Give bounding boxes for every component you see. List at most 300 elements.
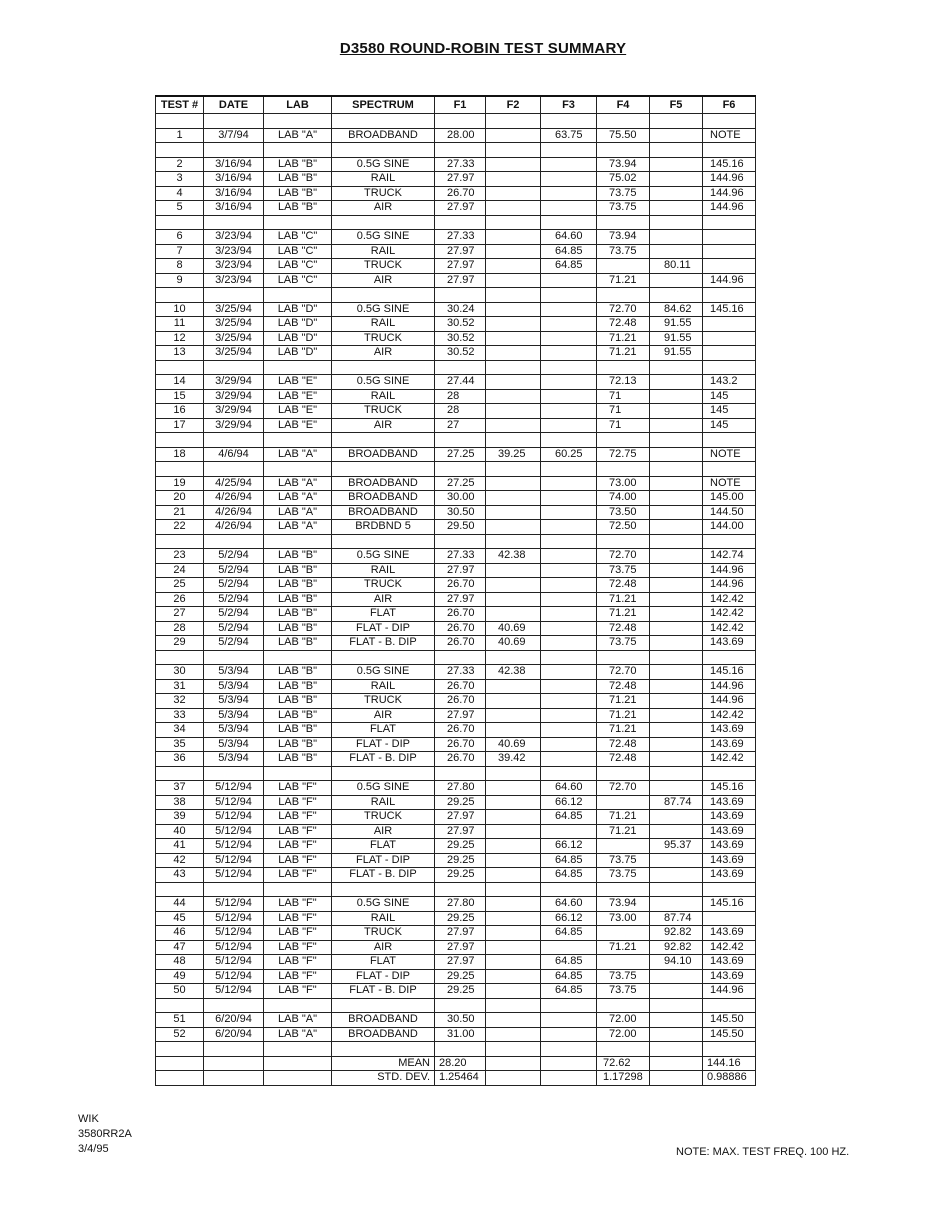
table-cell-spectrum: RAIL (332, 563, 435, 578)
table-cell-f2 (486, 201, 541, 216)
table-row (156, 636, 756, 651)
table-cell-lab: LAB "F" (264, 839, 332, 854)
table-cell-spectrum: FLAT - B. DIP (332, 984, 435, 999)
stat-label: STD. DEV. (332, 1071, 435, 1086)
table-cell-lab: LAB "B" (264, 201, 332, 216)
empty-cell (204, 114, 264, 129)
table-cell-date: 4/6/94 (204, 447, 264, 462)
empty-cell (264, 766, 332, 781)
table-cell-date: 5/12/94 (204, 897, 264, 912)
table-cell-date: 4/26/94 (204, 505, 264, 520)
table-cell-test: 19 (156, 476, 204, 491)
table-cell-f3 (541, 418, 597, 433)
table-row (156, 346, 756, 361)
table-cell-f6: 142.42 (703, 708, 756, 723)
table-cell-test: 50 (156, 984, 204, 999)
table-cell-test: 40 (156, 824, 204, 839)
table-cell-spectrum: AIR (332, 201, 435, 216)
empty-cell (486, 998, 541, 1013)
table-cell-f3: 66.12 (541, 839, 597, 854)
table-cell-f1: 30.24 (435, 302, 486, 317)
table-cell-f3: 64.60 (541, 781, 597, 796)
table-row (156, 404, 756, 419)
empty-cell (486, 1042, 541, 1057)
table-cell-f5 (650, 447, 703, 462)
empty-cell (264, 882, 332, 897)
table-row (156, 520, 756, 535)
table-cell-f6: 144.96 (703, 984, 756, 999)
table-cell-f2 (486, 781, 541, 796)
table-cell-f1: 27.44 (435, 375, 486, 390)
empty-cell (156, 650, 204, 665)
spacer-row (156, 143, 756, 158)
column-header-f6: F6 (703, 96, 756, 114)
table-cell-spectrum: 0.5G SINE (332, 665, 435, 680)
table-cell-f6 (703, 244, 756, 259)
table-cell-f1: 31.00 (435, 1027, 486, 1042)
empty-cell (204, 766, 264, 781)
empty-cell (204, 882, 264, 897)
table-cell-f5: 91.55 (650, 317, 703, 332)
table-cell-f2 (486, 520, 541, 535)
table-cell-f4: 73.00 (597, 911, 650, 926)
table-cell-f4: 71.21 (597, 273, 650, 288)
table-cell-lab: LAB "C" (264, 273, 332, 288)
table-cell-test: 31 (156, 679, 204, 694)
empty-cell (332, 534, 435, 549)
table-cell-f4: 71.21 (597, 607, 650, 622)
table-cell-f1: 27.97 (435, 810, 486, 825)
table-cell-date: 5/2/94 (204, 607, 264, 622)
table-cell-spectrum: FLAT (332, 839, 435, 854)
empty-cell (541, 1042, 597, 1057)
spacer-row (156, 114, 756, 129)
table-cell-f4: 73.75 (597, 868, 650, 883)
table-cell-f3 (541, 549, 597, 564)
table-cell-f2: 40.69 (486, 737, 541, 752)
table-cell-f5 (650, 244, 703, 259)
table-cell-f4: 71.21 (597, 810, 650, 825)
table-cell-date: 3/23/94 (204, 273, 264, 288)
empty-cell (435, 462, 486, 477)
table-cell-f4: 71.21 (597, 331, 650, 346)
table-cell-f4: 73.00 (597, 476, 650, 491)
table-cell-f2 (486, 389, 541, 404)
table-row (156, 708, 756, 723)
table-cell-f2: 42.38 (486, 549, 541, 564)
table-cell-f2 (486, 186, 541, 201)
table-cell-f6: 144.96 (703, 694, 756, 709)
table-cell-lab: LAB "D" (264, 317, 332, 332)
column-header-lab: LAB (264, 96, 332, 114)
empty-cell (541, 114, 597, 129)
table-cell-f5 (650, 578, 703, 593)
empty-cell (703, 1042, 756, 1057)
table-cell-f4: 73.94 (597, 897, 650, 912)
empty-cell (541, 1071, 597, 1086)
table-cell-f6: 143.69 (703, 737, 756, 752)
table-cell-f5 (650, 868, 703, 883)
table-cell-lab: LAB "C" (264, 259, 332, 274)
table-cell-spectrum: FLAT (332, 723, 435, 738)
empty-cell (650, 143, 703, 158)
table-cell-test: 52 (156, 1027, 204, 1042)
table-row (156, 955, 756, 970)
table-cell-f3: 64.85 (541, 244, 597, 259)
table-cell-f3 (541, 273, 597, 288)
table-cell-f3 (541, 636, 597, 651)
table-row (156, 810, 756, 825)
empty-cell (332, 215, 435, 230)
table-row (156, 230, 756, 245)
table-cell-test: 51 (156, 1013, 204, 1028)
table-cell-test: 13 (156, 346, 204, 361)
table-cell-test: 7 (156, 244, 204, 259)
table-cell-f3: 64.85 (541, 259, 597, 274)
table-row (156, 839, 756, 854)
table-cell-spectrum: TRUCK (332, 694, 435, 709)
table-cell-f4: 71 (597, 418, 650, 433)
table-cell-f4: 73.75 (597, 636, 650, 651)
table-cell-f4: 73.94 (597, 157, 650, 172)
table-cell-test: 17 (156, 418, 204, 433)
table-cell-date: 5/3/94 (204, 752, 264, 767)
table-cell-f4: 73.75 (597, 853, 650, 868)
empty-cell (650, 1042, 703, 1057)
table-cell-spectrum: TRUCK (332, 186, 435, 201)
empty-cell (204, 1056, 264, 1071)
table-cell-f2: 42.38 (486, 665, 541, 680)
empty-cell (156, 462, 204, 477)
table-cell-f6: 145.50 (703, 1027, 756, 1042)
stat-f4: 1.17298 (597, 1071, 650, 1086)
empty-cell (332, 1042, 435, 1057)
footer-date: 3/4/95 (78, 1143, 109, 1155)
table-cell-date: 4/26/94 (204, 520, 264, 535)
table-cell-f5 (650, 679, 703, 694)
table-cell-test: 36 (156, 752, 204, 767)
table-cell-spectrum: AIR (332, 940, 435, 955)
table-cell-spectrum: AIR (332, 273, 435, 288)
table-cell-f1: 26.70 (435, 636, 486, 651)
table-cell-f5 (650, 824, 703, 839)
table-cell-f5: 91.55 (650, 331, 703, 346)
table-cell-f5: 80.11 (650, 259, 703, 274)
table-cell-lab: LAB "B" (264, 752, 332, 767)
table-cell-f4: 72.70 (597, 781, 650, 796)
empty-cell (332, 114, 435, 129)
table-cell-f1: 26.70 (435, 621, 486, 636)
table-cell-f2 (486, 418, 541, 433)
table-cell-f1: 27.33 (435, 230, 486, 245)
empty-cell (204, 215, 264, 230)
table-cell-f3 (541, 665, 597, 680)
table-cell-f3 (541, 476, 597, 491)
spacer-row (156, 215, 756, 230)
table-cell-lab: LAB "E" (264, 375, 332, 390)
empty-cell (156, 998, 204, 1013)
table-cell-f2: 40.69 (486, 636, 541, 651)
empty-cell (156, 1042, 204, 1057)
table-cell-date: 5/12/94 (204, 969, 264, 984)
table-cell-lab: LAB "F" (264, 940, 332, 955)
page-title: D3580 ROUND-ROBIN TEST SUMMARY (339, 40, 627, 57)
table-cell-date: 5/12/94 (204, 955, 264, 970)
empty-cell (332, 433, 435, 448)
table-cell-lab: LAB "F" (264, 795, 332, 810)
table-cell-f2 (486, 273, 541, 288)
empty-cell (541, 360, 597, 375)
table-cell-f5 (650, 969, 703, 984)
column-header-test: TEST # (156, 96, 204, 114)
empty-cell (703, 360, 756, 375)
table-cell-spectrum: TRUCK (332, 578, 435, 593)
table-cell-date: 3/23/94 (204, 244, 264, 259)
spacer-row (156, 433, 756, 448)
table-cell-f5 (650, 752, 703, 767)
table-cell-f4: 72.00 (597, 1027, 650, 1042)
table-row (156, 752, 756, 767)
table-cell-f5 (650, 549, 703, 564)
table-cell-f1: 27.97 (435, 955, 486, 970)
table-cell-lab: LAB "E" (264, 389, 332, 404)
table-cell-date: 5/12/94 (204, 810, 264, 825)
empty-cell (597, 766, 650, 781)
empty-cell (204, 143, 264, 158)
table-cell-f5 (650, 172, 703, 187)
table-cell-f3 (541, 607, 597, 622)
table-cell-test: 49 (156, 969, 204, 984)
column-header-f4: F4 (597, 96, 650, 114)
table-cell-lab: LAB "A" (264, 476, 332, 491)
table-cell-f4: 71.21 (597, 592, 650, 607)
table-cell-spectrum: RAIL (332, 389, 435, 404)
table-cell-test: 43 (156, 868, 204, 883)
empty-cell (264, 1042, 332, 1057)
table-cell-date: 5/12/94 (204, 926, 264, 941)
table-cell-date: 3/25/94 (204, 346, 264, 361)
table-cell-f5 (650, 607, 703, 622)
table-cell-f3 (541, 491, 597, 506)
empty-cell (332, 882, 435, 897)
table-cell-f6: 144.96 (703, 273, 756, 288)
table-cell-f6: 145.00 (703, 491, 756, 506)
table-cell-test: 44 (156, 897, 204, 912)
empty-cell (703, 766, 756, 781)
table-cell-spectrum: RAIL (332, 172, 435, 187)
stats-row (156, 1056, 756, 1071)
table-cell-f6: 144.96 (703, 679, 756, 694)
table-cell-f4: 72.48 (597, 679, 650, 694)
footer-note: NOTE: MAX. TEST FREQ. 100 HZ. (676, 1146, 850, 1158)
table-cell-f5 (650, 273, 703, 288)
table-cell-spectrum: 0.5G SINE (332, 302, 435, 317)
empty-cell (332, 143, 435, 158)
empty-cell (486, 534, 541, 549)
table-cell-date: 5/12/94 (204, 940, 264, 955)
table-cell-f1: 27.33 (435, 549, 486, 564)
table-cell-test: 23 (156, 549, 204, 564)
table-cell-date: 5/12/94 (204, 839, 264, 854)
empty-cell (204, 1071, 264, 1086)
table-cell-spectrum: FLAT - B. DIP (332, 636, 435, 651)
table-cell-lab: LAB "C" (264, 230, 332, 245)
table-cell-f6: 143.2 (703, 375, 756, 390)
table-cell-f6: 143.69 (703, 795, 756, 810)
table-cell-spectrum: TRUCK (332, 404, 435, 419)
table-cell-date: 5/2/94 (204, 563, 264, 578)
table-cell-f2 (486, 128, 541, 143)
table-cell-test: 1 (156, 128, 204, 143)
table-cell-f6: NOTE (703, 128, 756, 143)
table-cell-f2 (486, 259, 541, 274)
empty-cell (156, 433, 204, 448)
table-cell-lab: LAB "A" (264, 491, 332, 506)
empty-cell (650, 882, 703, 897)
table-cell-f2 (486, 940, 541, 955)
table-cell-f5 (650, 781, 703, 796)
empty-cell (264, 462, 332, 477)
table-cell-date: 3/23/94 (204, 259, 264, 274)
table-cell-lab: LAB "F" (264, 853, 332, 868)
table-row (156, 853, 756, 868)
table-cell-date: 5/12/94 (204, 781, 264, 796)
table-cell-f2 (486, 505, 541, 520)
table-row (156, 389, 756, 404)
empty-cell (650, 1056, 703, 1071)
table-cell-spectrum: AIR (332, 708, 435, 723)
table-cell-f1: 27.33 (435, 157, 486, 172)
stat-f4: 72.62 (597, 1056, 650, 1071)
table-cell-f3 (541, 708, 597, 723)
empty-cell (435, 1042, 486, 1057)
table-cell-f4 (597, 259, 650, 274)
table-row (156, 621, 756, 636)
table-cell-f6: 143.69 (703, 810, 756, 825)
empty-cell (204, 534, 264, 549)
empty-cell (703, 650, 756, 665)
table-cell-date: 5/12/94 (204, 868, 264, 883)
table-cell-f3: 64.85 (541, 853, 597, 868)
table-cell-test: 11 (156, 317, 204, 332)
empty-cell (703, 998, 756, 1013)
empty-cell (332, 766, 435, 781)
table-cell-f2 (486, 563, 541, 578)
table-cell-f4: 72.48 (597, 317, 650, 332)
table-cell-f2 (486, 375, 541, 390)
table-cell-f4: 72.50 (597, 520, 650, 535)
table-cell-spectrum: FLAT - DIP (332, 853, 435, 868)
table-cell-lab: LAB "A" (264, 520, 332, 535)
table-cell-f4: 72.13 (597, 375, 650, 390)
table-cell-f6: 143.69 (703, 723, 756, 738)
table-cell-f5 (650, 665, 703, 680)
table-cell-f1: 27.25 (435, 476, 486, 491)
table-cell-test: 45 (156, 911, 204, 926)
table-cell-date: 3/29/94 (204, 418, 264, 433)
table-cell-date: 5/2/94 (204, 621, 264, 636)
table-cell-f2 (486, 346, 541, 361)
table-cell-f4: 75.02 (597, 172, 650, 187)
table-cell-f2 (486, 795, 541, 810)
empty-cell (486, 288, 541, 303)
empty-cell (703, 288, 756, 303)
table-cell-f1: 27.97 (435, 592, 486, 607)
table-cell-f2 (486, 404, 541, 419)
table-cell-test: 37 (156, 781, 204, 796)
table-cell-date: 3/23/94 (204, 230, 264, 245)
table-cell-f3 (541, 1013, 597, 1028)
empty-cell (541, 215, 597, 230)
empty-cell (650, 360, 703, 375)
table-cell-date: 3/29/94 (204, 389, 264, 404)
spacer-row (156, 882, 756, 897)
empty-cell (597, 360, 650, 375)
table-cell-f4: 73.75 (597, 969, 650, 984)
empty-cell (486, 143, 541, 158)
table-cell-lab: LAB "B" (264, 563, 332, 578)
table-cell-f2 (486, 230, 541, 245)
empty-cell (332, 288, 435, 303)
table-cell-f2 (486, 955, 541, 970)
table-cell-f6: 145.16 (703, 665, 756, 680)
empty-cell (703, 462, 756, 477)
table-cell-f4: 72.75 (597, 447, 650, 462)
table-cell-f3 (541, 940, 597, 955)
table-cell-date: 5/3/94 (204, 694, 264, 709)
table-cell-test: 46 (156, 926, 204, 941)
empty-cell (597, 114, 650, 129)
empty-cell (264, 288, 332, 303)
empty-cell (541, 998, 597, 1013)
table-cell-lab: LAB "D" (264, 346, 332, 361)
stat-f1: 28.20 (435, 1056, 486, 1071)
empty-cell (204, 650, 264, 665)
table-cell-test: 32 (156, 694, 204, 709)
empty-cell (264, 360, 332, 375)
spacer-row (156, 288, 756, 303)
table-cell-lab: LAB "B" (264, 679, 332, 694)
table-cell-date: 5/12/94 (204, 795, 264, 810)
table-cell-f2 (486, 911, 541, 926)
table-cell-f1: 29.25 (435, 868, 486, 883)
stat-f1: 1.25464 (435, 1071, 486, 1086)
table-cell-date: 3/25/94 (204, 331, 264, 346)
empty-cell (264, 534, 332, 549)
table-cell-test: 27 (156, 607, 204, 622)
table-cell-f6: 144.00 (703, 520, 756, 535)
empty-cell (435, 882, 486, 897)
table-cell-f1: 27.80 (435, 897, 486, 912)
table-row (156, 940, 756, 955)
empty-cell (541, 534, 597, 549)
empty-cell (435, 143, 486, 158)
empty-cell (541, 462, 597, 477)
table-cell-f5: 94.10 (650, 955, 703, 970)
table-row (156, 491, 756, 506)
table-cell-f3: 64.85 (541, 984, 597, 999)
table-cell-date: 5/3/94 (204, 737, 264, 752)
table-cell-f6: 143.69 (703, 853, 756, 868)
table-cell-lab: LAB "B" (264, 157, 332, 172)
table-cell-f1: 29.25 (435, 795, 486, 810)
table-cell-spectrum: 0.5G SINE (332, 230, 435, 245)
empty-cell (332, 650, 435, 665)
table-cell-f1: 27.80 (435, 781, 486, 796)
table-cell-f5 (650, 505, 703, 520)
table-cell-date: 3/29/94 (204, 375, 264, 390)
table-cell-f6: 142.42 (703, 592, 756, 607)
